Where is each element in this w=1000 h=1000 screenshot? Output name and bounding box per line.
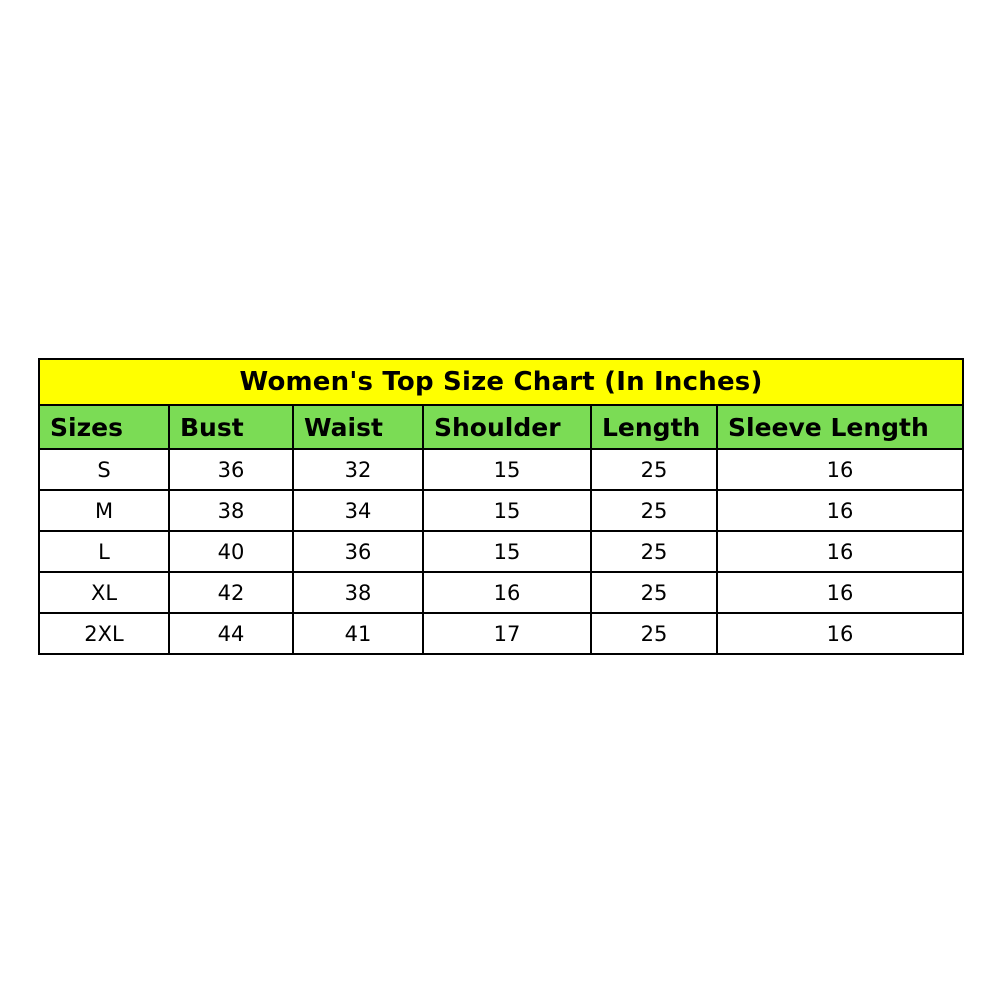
size-chart-container (38, 358, 962, 655)
cell-bust: 40 (169, 531, 293, 572)
cell-shoulder: 17 (423, 613, 591, 654)
cell-shoulder: 16 (423, 572, 591, 613)
column-header-sleeve-length: Sleeve Length (717, 405, 963, 449)
cell-length: 25 (591, 449, 717, 490)
table-row (39, 490, 963, 531)
column-header-sizes: Sizes (39, 405, 169, 449)
cell-sleeve-length: 16 (717, 613, 963, 654)
chart-title: Women's Top Size Chart (In Inches) (39, 359, 963, 405)
table-row (39, 531, 963, 572)
column-header-length: Length (591, 405, 717, 449)
cell-bust: 38 (169, 490, 293, 531)
size-chart-table (38, 358, 964, 655)
cell-length: 25 (591, 572, 717, 613)
cell-waist: 34 (293, 490, 423, 531)
table-row (39, 613, 963, 654)
table-row (39, 572, 963, 613)
cell-sleeve-length: 16 (717, 449, 963, 490)
column-header-shoulder: Shoulder (423, 405, 591, 449)
cell-size: M (39, 490, 169, 531)
cell-waist: 36 (293, 531, 423, 572)
column-header-waist: Waist (293, 405, 423, 449)
cell-length: 25 (591, 531, 717, 572)
cell-size: XL (39, 572, 169, 613)
cell-size: 2XL (39, 613, 169, 654)
cell-shoulder: 15 (423, 449, 591, 490)
cell-shoulder: 15 (423, 490, 591, 531)
cell-length: 25 (591, 613, 717, 654)
cell-length: 25 (591, 490, 717, 531)
cell-shoulder: 15 (423, 531, 591, 572)
table-header-row (39, 405, 963, 449)
cell-bust: 42 (169, 572, 293, 613)
table-row (39, 449, 963, 490)
cell-size: S (39, 449, 169, 490)
cell-bust: 44 (169, 613, 293, 654)
cell-waist: 38 (293, 572, 423, 613)
cell-sleeve-length: 16 (717, 531, 963, 572)
cell-sleeve-length: 16 (717, 490, 963, 531)
chart-title-row (39, 359, 963, 405)
cell-sleeve-length: 16 (717, 572, 963, 613)
cell-size: L (39, 531, 169, 572)
cell-waist: 32 (293, 449, 423, 490)
column-header-bust: Bust (169, 405, 293, 449)
cell-bust: 36 (169, 449, 293, 490)
cell-waist: 41 (293, 613, 423, 654)
